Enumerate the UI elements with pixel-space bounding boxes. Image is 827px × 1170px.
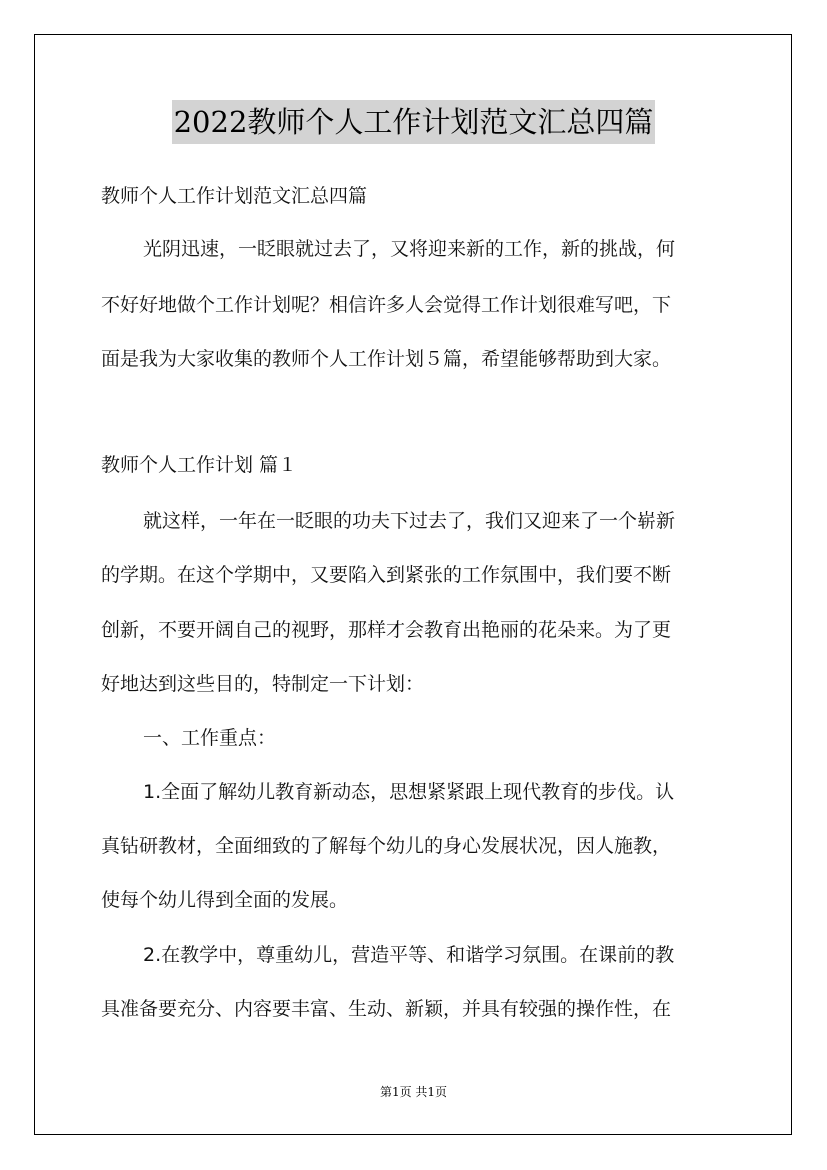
point1-line: 真钻研教材，全面细致的了解每个幼儿的身心发展状况，因人施教， [101,835,672,857]
page-footer: 第1页 共1页 [379,1085,448,1099]
point2-line: 具准备要充分、内容要丰富、生动、新颖，并具有较强的操作性，在 [101,998,672,1020]
intro-line: 不好好地做个工作计划呢？相信许多人会觉得工作计划很难写吧，下 [101,294,672,316]
section-line: 好地达到这些目的，特制定一下计划： [101,673,425,695]
document-title: 2022教师个人工作计划范文汇总四篇 [172,100,656,144]
point-heading: 一、工作重点： [143,727,277,749]
intro-line: 面是我为大家收集的教师个人工作计划５篇，希望能够帮助到大家。 [101,348,672,370]
section-heading: 教师个人工作计划 篇１ [101,454,298,476]
point1-line: 使每个幼儿得到全面的发展。 [101,889,349,911]
section-line: 的学期。在这个学期中，又要陷入到紧张的工作氛围中，我们要不断 [101,564,672,586]
point2-line: 2.在教学中，尊重幼儿，营造平等、和谐学习氛围。在课前的教 [143,944,675,966]
document-subtitle: 教师个人工作计划范文汇总四篇 [101,185,368,207]
point1-line: 1.全面了解幼儿教育新动态，思想紧紧跟上现代教育的步伐。认 [143,781,675,803]
intro-line: 光阴迅速，一眨眼就过去了，又将迎来新的工作，新的挑战，何 [143,238,676,260]
section-line: 就这样，一年在一眨眼的功夫下过去了，我们又迎来了一个崭新 [143,510,676,532]
section-line: 创新，不要开阔自己的视野，那样才会教育出艳丽的花朵来。为了更 [101,619,672,641]
title-container [0,100,827,144]
